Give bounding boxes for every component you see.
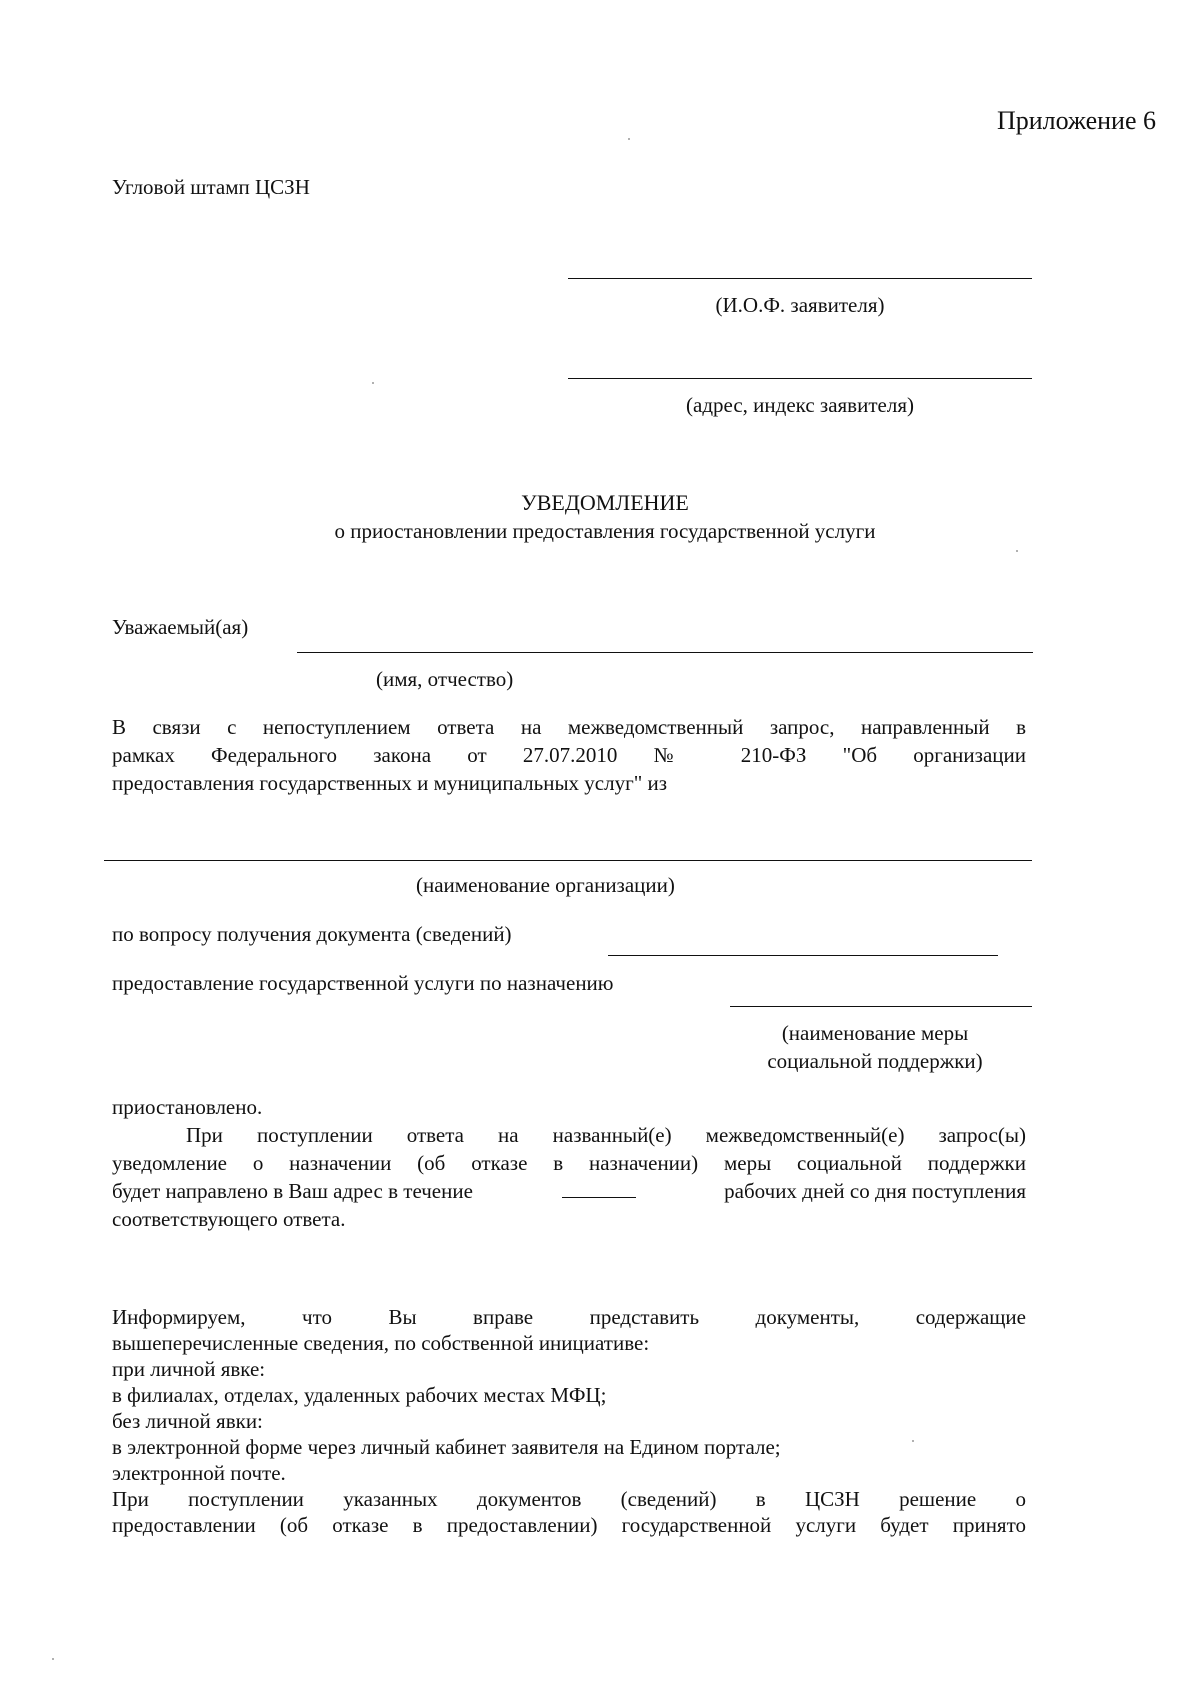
organization-caption: (наименование организации) [416, 873, 675, 897]
scan-speck [1016, 550, 1018, 552]
measure-line [730, 1006, 1032, 1007]
inform-line-5: без личной явки: [112, 1409, 263, 1433]
paragraph-1-line-2: рамках Федерального закона от 27.07.2010 № 210-ФЗ "Об организации [112, 743, 1026, 767]
inform-line-2: вышеперечисленные сведения, по собственной инициативе: [112, 1331, 650, 1355]
organization-line [104, 860, 1032, 861]
inform-line-6: в электронной форме через личный кабинет заявителя на Едином портале; [112, 1435, 781, 1459]
addressee-line [297, 652, 1033, 653]
addressee-caption: (имя, отчество) [376, 667, 514, 691]
document-subtitle: о приостановлении предоставления государственной услуги [334, 519, 876, 543]
days-blank [562, 1183, 636, 1198]
paragraph-2-line-3-end: рабочих дней со дня поступления [724, 1179, 1026, 1203]
paragraph-1-line-3: предоставления государственных и муниципальных услуг" из [112, 771, 668, 795]
scan-speck [628, 138, 630, 140]
paragraph-2-line-2: уведомление о назначении (об отказе в назначении) меры социальной поддержки [112, 1151, 1026, 1175]
greeting-label: Уважаемый(ая) [112, 615, 249, 639]
recipient-name-caption: (И.О.Ф. заявителя) [715, 293, 885, 317]
inform-line-3: при личной явке: [112, 1357, 266, 1381]
scan-speck [52, 1658, 54, 1660]
measure-caption-2: социальной поддержки) [767, 1049, 983, 1073]
recipient-address-line [568, 378, 1032, 379]
recipient-name-line [568, 278, 1032, 279]
final-line-2: предоставлении (об отказе в предоставлении) государственной услуги будет принято [112, 1513, 1026, 1537]
inform-line-1: Информируем, что Вы вправе представить документы, содержащие [112, 1305, 1026, 1329]
inform-line-7: электронной почте. [112, 1461, 286, 1485]
inform-line-4: в филиалах, отделах, удаленных рабочих местах МФЦ; [112, 1383, 607, 1407]
measure-caption-1: (наименование меры [781, 1021, 969, 1045]
corner-stamp-label: Угловой штамп ЦСЗН [112, 175, 310, 199]
paragraph-2-line-4: соответствующего ответа. [112, 1207, 346, 1231]
document-question-line [608, 955, 998, 956]
paragraph-1-line-1: В связи с непоступлением ответа на межведомственный запрос, направленный в [112, 715, 1026, 739]
service-label: предоставление государственной услуги по назначению [112, 971, 614, 995]
appendix-label: Приложение 6 [996, 106, 1156, 135]
scan-speck [912, 1440, 914, 1442]
recipient-address-caption: (адрес, индекс заявителя) [686, 393, 914, 417]
document-title: УВЕДОМЛЕНИЕ [521, 490, 689, 515]
paragraph-2-line-3-start: будет направлено в Ваш адрес в течение [112, 1179, 473, 1203]
suspended-text: приостановлено. [112, 1095, 263, 1119]
scan-speck [372, 382, 374, 384]
final-line-1: При поступлении указанных документов (сведений) в ЦСЗН решение о [112, 1487, 1026, 1511]
paragraph-2-line-3 [112, 1178, 1026, 1204]
document-question-label: по вопросу получения документа (сведений) [112, 922, 512, 946]
paragraph-2-line-1: При поступлении ответа на названный(е) межведомственный(е) запрос(ы) [186, 1123, 1026, 1147]
